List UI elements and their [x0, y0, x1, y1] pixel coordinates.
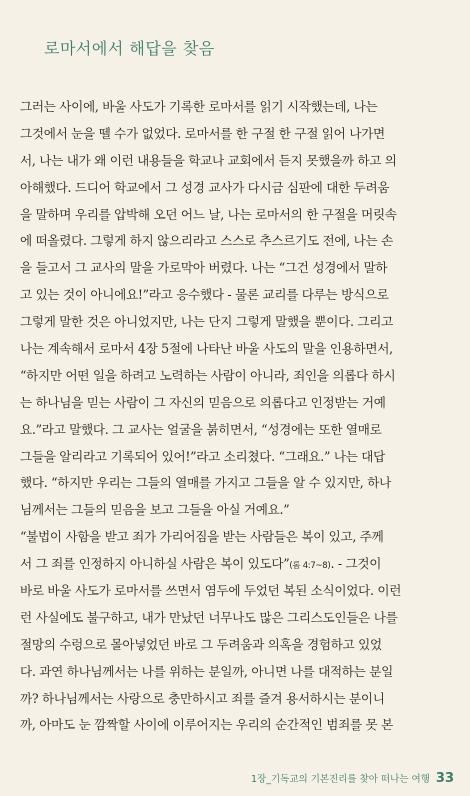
text-line: 을 말하며 우리를 압박해 오던 어느 날, 나는 로마서의 한 구절을 머릿속 [20, 206, 397, 222]
text-line: 요.”라고 말했다. 그 교사는 얼굴을 붉히면서, “성경에는 또한 열매로 [20, 421, 382, 437]
scripture-reference: (롬 4:7~8) [289, 561, 331, 572]
text-line: 다. 과연 하나님께서는 나를 위하는 분일까, 아니면 나를 대적하는 분일 [20, 663, 393, 679]
text-line: 고 있는 것이 아니에요!”라고 응수했다 - 물론 교리를 다루는 방식으로 [20, 287, 389, 303]
text-line: 그것에서 눈을 뗄 수가 없었다. 로마서를 한 구절 한 구절 읽어 나가면 [20, 125, 385, 141]
text-line: 님께서는 그들의 믿음을 보고 그들을 아실 거예요.” [20, 502, 290, 518]
text-line: 까, 아마도 눈 깜짝할 사이에 이루어지는 우리의 순간적인 범죄를 못 본 [20, 717, 393, 733]
page-number: 33 [435, 771, 454, 786]
page-footer [251, 767, 454, 786]
text-line: 을 들고서 그 교사의 말을 가로막아 버렸다. 나는 “그건 성경에서 말하 [20, 260, 388, 276]
text-line: “불법이 사함을 받고 죄가 가리어짐을 받는 사람들은 복이 있고, 주께 [20, 529, 384, 545]
text-line: 절망의 수렁으로 몰아넣었던 바로 그 두려움과 의혹을 경험하고 있었 [20, 636, 382, 652]
text-line: 그들을 알리라고 기록되어 있어!”라고 소리쳤다. “그래요.” 나는 대답 [20, 448, 386, 464]
chapter-title: 1장_기독교의 기본진리를 찾아 떠나는 여행 [251, 774, 430, 785]
quote-text: 서 그 죄를 인정하지 아니하실 사람은 복이 있도다” [20, 556, 290, 572]
text-line: 런 사실에도 불구하고, 내가 만났던 너무나도 많은 그리스도인들은 나를 [20, 609, 398, 625]
text-line: 에 떠올렸다. 그렇게 하지 않으리라고 스스로 추스르기도 전에, 나는 손 [20, 233, 393, 249]
text-line-with-reference [20, 551, 452, 578]
text-line: 아해했다. 드디어 학교에서 그 성경 교사가 다시금 심판에 대한 두려움 [20, 179, 390, 195]
quote-tail: . - 그것이 [330, 556, 382, 572]
text-line: 까? 하나님께서는 사랑으로 충만하시고 죄를 즐겨 용서하시는 분이니 [20, 690, 385, 706]
body-text [20, 94, 452, 739]
text-line: 는 하나님을 믿는 사람이 그 자신의 믿음으로 의롭다고 인정받는 거예 [20, 394, 386, 410]
text-line: 나는 계속해서 로마서 4장 5절에 나타난 바울 사도의 말을 인용하면서, [20, 341, 393, 357]
text-line: 했다. “하지만 우리는 그들의 열매를 가지고 그들을 알 수 있지만, 하나 [20, 475, 391, 491]
text-line: 바로 바울 사도가 로마서를 쓰면서 염두에 두었던 복된 소식이었다. 이런 [20, 583, 402, 599]
section-heading: 로마서에서 해답을 찾음 [44, 39, 215, 58]
text-line: 그렇게 말한 것은 아니었지만, 나는 단지 그렇게 말했을 뿐이다. 그리고 [20, 314, 393, 330]
text-line: 서, 나는 내가 왜 이런 내용들을 학교나 교회에서 듣지 못했을까 하고 의 [20, 152, 397, 168]
text-line: “하지만 어떤 일을 하려고 노력하는 사람이 아니라, 죄인을 의롭다 하시 [20, 367, 396, 383]
text-line: 그러는 사이에, 바울 사도가 기록한 로마서를 읽기 시작했는데, 나는 [20, 99, 378, 114]
